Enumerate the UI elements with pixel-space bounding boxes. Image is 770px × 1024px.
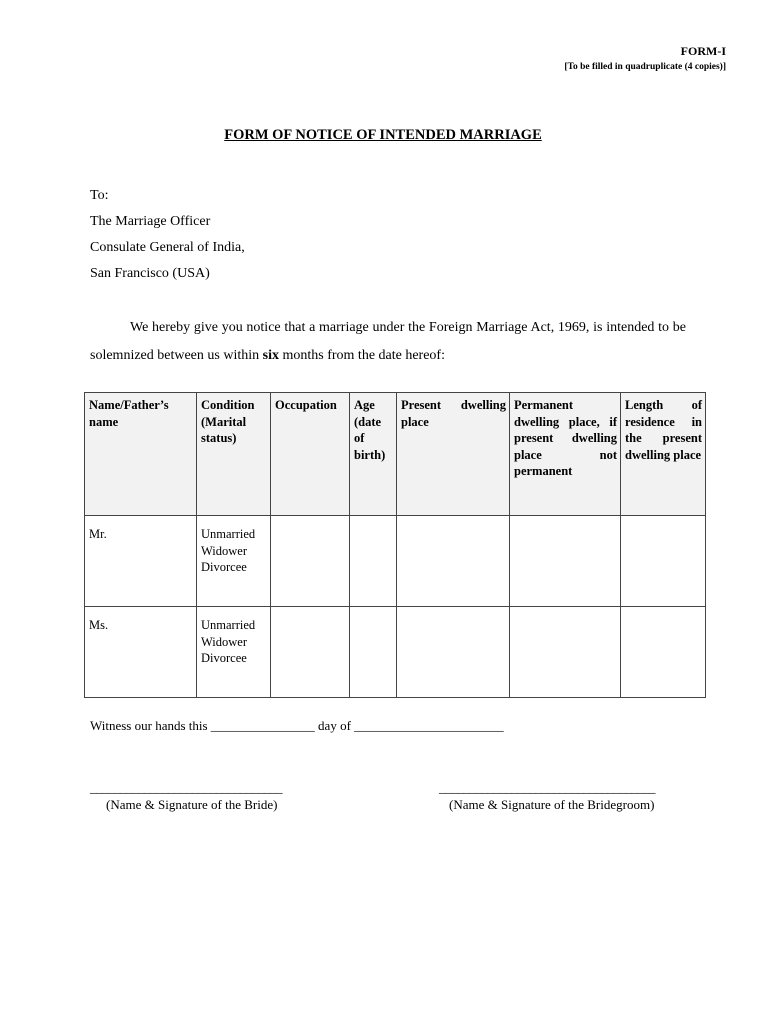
- copies-note: [To be filled in quadruplicate (4 copies)]: [564, 62, 726, 72]
- bride-signature-label: (Name & Signature of the Bride): [106, 797, 278, 812]
- notice-text-2: months from the date hereof:: [278, 348, 445, 363]
- condition-option: Unmarried: [201, 618, 256, 632]
- row-age[interactable]: [350, 516, 397, 607]
- header-permanent-dwelling: Permanent dwelling place, if present dwelling place not permanent: [510, 393, 621, 516]
- header-length-residence: Length of residence in the present dwelling place: [621, 393, 706, 516]
- address-to: To:: [90, 188, 109, 203]
- header-name: Name/Father’s name: [85, 393, 197, 516]
- row-age[interactable]: [350, 607, 397, 698]
- condition-option: Divorcee: [201, 651, 247, 665]
- header-condition: Condition (Marital status): [197, 393, 271, 516]
- table-row: [85, 516, 706, 607]
- row-length-residence[interactable]: [621, 607, 706, 698]
- row-present-dwelling[interactable]: [397, 516, 510, 607]
- address-line-2: Consulate General of India,: [90, 240, 245, 255]
- bride-signature-line[interactable]: ________________________________: [90, 780, 282, 795]
- row-condition[interactable]: [197, 607, 271, 698]
- condition-option: Divorcee: [201, 560, 247, 574]
- row-occupation[interactable]: [271, 607, 350, 698]
- row-permanent-dwelling[interactable]: [510, 516, 621, 607]
- row-condition[interactable]: [197, 516, 271, 607]
- page-title: FORM OF NOTICE OF INTENDED MARRIAGE: [224, 127, 542, 143]
- groom-signature-label: (Name & Signature of the Bridegroom): [449, 797, 655, 812]
- address-line-3: San Francisco (USA): [90, 266, 210, 281]
- form-id: FORM-I: [680, 44, 726, 58]
- row-name[interactable]: Mr.: [85, 516, 197, 607]
- condition-option: Widower: [201, 634, 248, 649]
- table-row: [85, 607, 706, 698]
- row-name[interactable]: Ms.: [85, 607, 197, 698]
- notice-emphasis: six: [262, 348, 279, 363]
- row-permanent-dwelling[interactable]: [510, 607, 621, 698]
- header-occupation: Occupation: [271, 393, 350, 516]
- row-occupation[interactable]: [271, 516, 350, 607]
- address-line-1: The Marriage Officer: [90, 214, 211, 229]
- row-present-dwelling[interactable]: [397, 607, 510, 698]
- header-age: Age (date of birth): [350, 393, 397, 516]
- table-header-row: [85, 393, 706, 516]
- header-present-dwelling: Present dwelling place: [397, 393, 510, 516]
- groom-signature-line[interactable]: ____________________________________: [439, 780, 655, 795]
- particulars-table: [84, 392, 706, 698]
- notice-text-1: We hereby give you notice that a marriage under the Foreign Marriage Act, 1969, is intended to be solemnized between us within: [90, 320, 686, 363]
- condition-option: Widower: [201, 543, 248, 558]
- witness-line[interactable]: Witness our hands this ________________ day of _______________________: [90, 718, 504, 733]
- condition-option: Unmarried: [201, 527, 256, 541]
- notice-paragraph: [90, 314, 686, 370]
- row-length-residence[interactable]: [621, 516, 706, 607]
